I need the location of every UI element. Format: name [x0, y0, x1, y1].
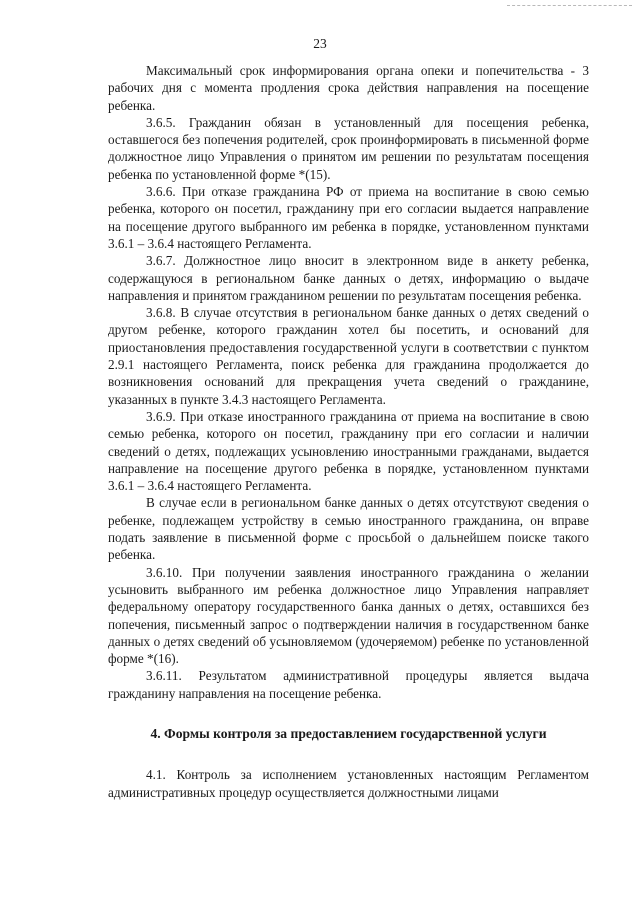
paragraph-3-6-11: 3.6.11. Результатом административной процедуры является выдача гражданину направления на посещение ребенка.	[108, 668, 589, 701]
paragraph-foreign-search: В случае если в региональном банке данных о детях отсутствуют сведения о ребенке, подлежащем устройству в семью иностранного гражданина, он вправе подать заявление в письменной форме с просьбой о дальнейшем поиске такого ребенка.	[108, 495, 589, 563]
paragraph-3-6-10: 3.6.10. При получении заявления иностранного гражданина о желании усыновить выбранного им ребенка должностное лицо Управления направляет федеральному оператору государственного банка данных о детях, оставшихся без попечения, письменный запрос о подтверждении наличия в государственном банке данных о детях сведений об усыновляемом (удочеряемом) ребенке по установленной форме *(16).	[108, 564, 589, 667]
paragraph-max-info-term: Максимальный срок информирования органа опеки и попечительства - 3 рабочих дня с момента продления срока действия направления на посещение ребенка.	[108, 63, 589, 113]
paragraph-3-6-6: 3.6.6. При отказе гражданина РФ от приема на воспитание в свою семью ребенка, которого он посетил, гражданину при его согласии выдается направление на посещение другого выбранного им ребенка в порядке, установленном пунктами 3.6.1 – 3.6.4 настоящего Регламента.	[108, 184, 589, 251]
section-heading: 4. Формы контроля за предоставлением государственной услуги	[150, 725, 547, 741]
paragraph-3-6-7: 3.6.7. Должностное лицо вносит в электронном виде в анкету ребенка, содержащуюся в региональном банке данных о детях, информацию о выдаче направления и принятом гражданином решении по результатам посещения ребенка.	[108, 253, 589, 303]
paragraph-4-1: 4.1. Контроль за исполнением установленных настоящим Регламентом административных процедур осуществляется должностными лицами	[108, 767, 589, 800]
paragraph-3-6-9: 3.6.9. При отказе иностранного гражданина от приема на воспитание в свою семью ребенка, которого он посетил, гражданину при его согласии и наличии сведений о детях, подлежащих усыновлению иностранными гражданами, выдается направление на посещение другого ребенка в порядке, установленном пунктами 3.6.1 – 3.6.4 настоящего Регламента.	[108, 408, 589, 494]
scan-artifact	[507, 5, 632, 8]
paragraph-3-6-8: 3.6.8. В случае отсутствия в региональном банке данных о детях сведений о другом ребенке, которого гражданин хотел бы посетить, и оснований для приостановления предоставления государственной услуги в соответствии с пунктом 2.9.1 настоящего Регламента, поиск ребенка для гражданина продолжается до возникновения оснований для прекращения учета сведений о гражданине, указанных в пункте 3.4.3 настоящего Регламента.	[108, 305, 589, 407]
document-body	[108, 62, 589, 801]
page-number: 23	[313, 36, 327, 51]
paragraph-3-6-5: 3.6.5. Гражданин обязан в установленный для посещения ребенка, оставшегося без попечения родителей, срок проинформировать в письменной форме должностное лицо Управления о принятом им решении по результатам посещения ребенка по установленной форме *(15).	[108, 114, 589, 182]
